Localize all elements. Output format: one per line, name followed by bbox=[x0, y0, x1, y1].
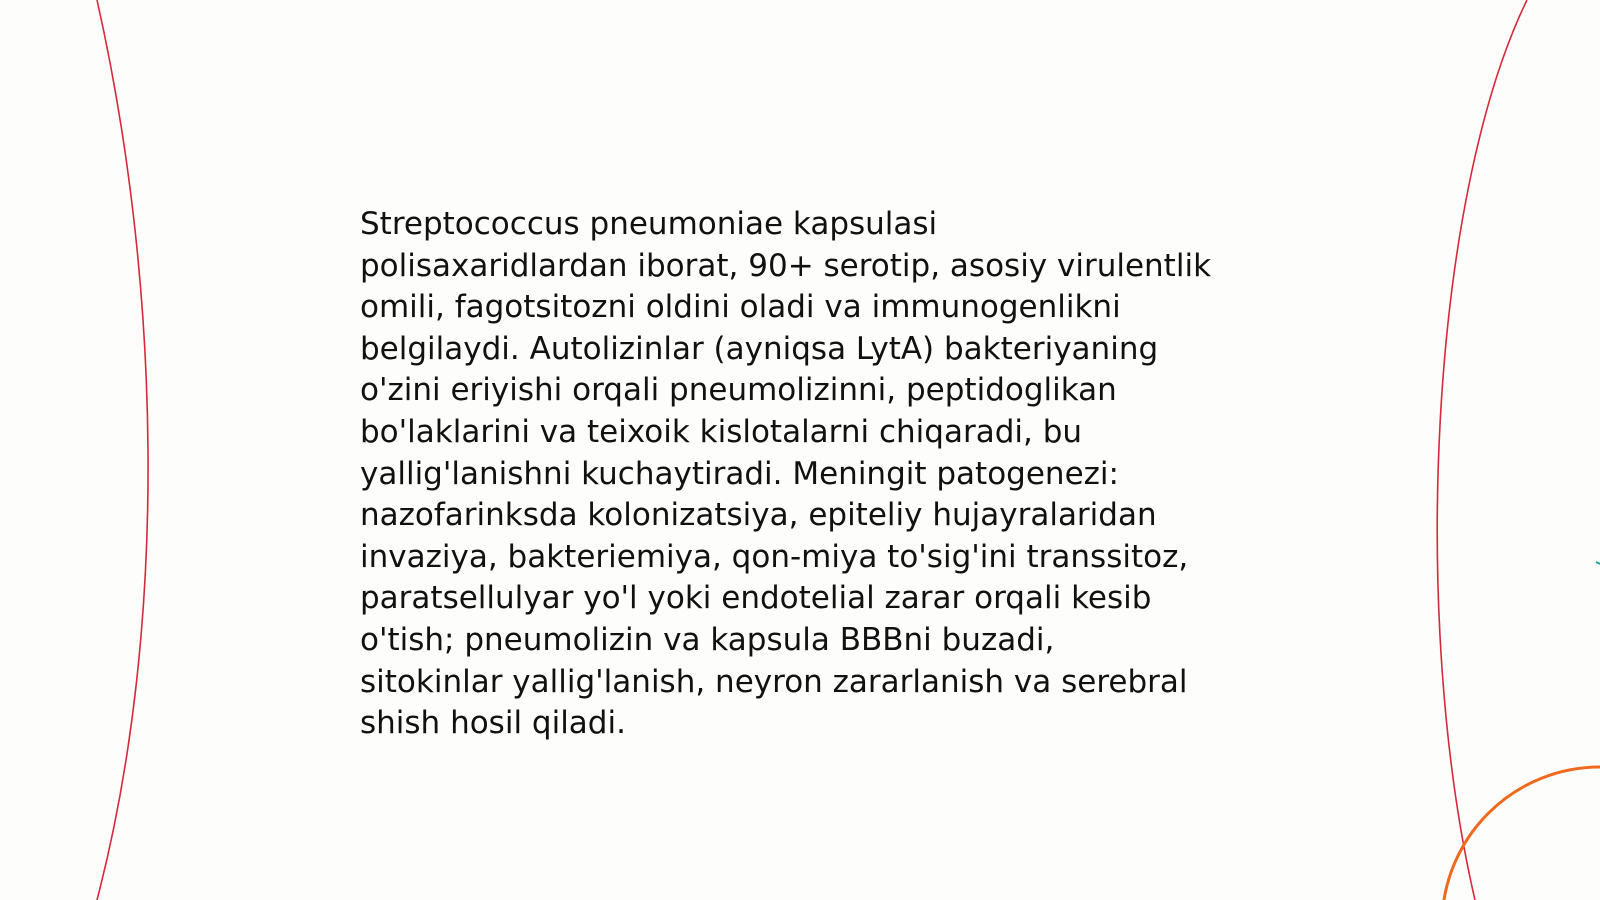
right-red-curve bbox=[1437, 0, 1527, 900]
teal-accent-mark bbox=[1596, 562, 1600, 564]
left-red-curve bbox=[97, 0, 148, 900]
slide-body-text: Streptococcus pneumoniae kapsulasi polisaxaridlardan iborat, 90+ serotip, asosiy virulentlik omili, fagotsitozni oldini oladi va immunogenlikni belgilaydi. Autolizinlar (ayniqsa LytA) bakteriyaning o'zini eriyishi orqali pneumolizinni, peptidoglikan bo'laklarini va teixoik kislotalarni chiqaradi, bu yallig'lanishni kuchaytiradi. Meningit patogenezi: nazofarinksda kolonizatsiya, epiteliy hujayralaridan invaziya, bakteriemiya, qon-miya to'sig'ini transsitoz, paratsellulyar yo'l yoki endotelial zarar orqali kesib o'tish; pneumolizin va kapsula BBBni buzadi, sitokinlar yallig'lanish, neyron zararlanish va serebral shish hosil qiladi. bbox=[360, 206, 1212, 742]
orange-circle-outline bbox=[1442, 767, 1600, 900]
